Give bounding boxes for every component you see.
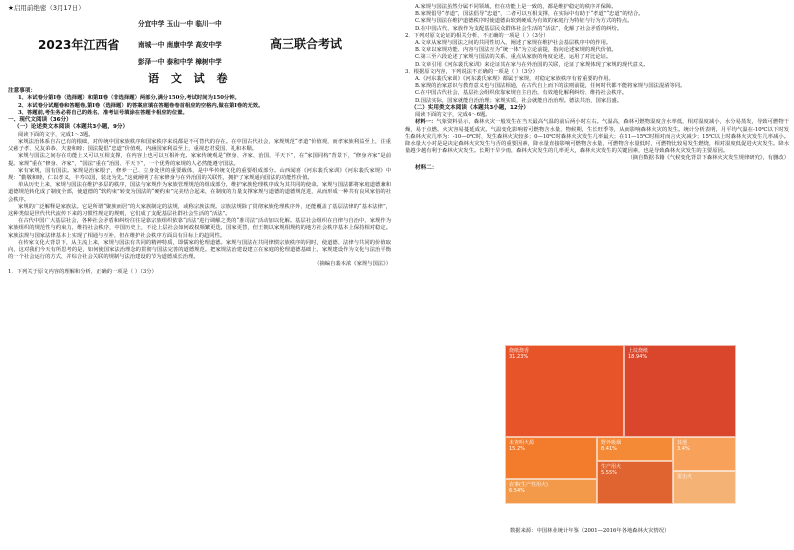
- treemap-cell-5: [673, 437, 736, 471]
- treemap-cell-8-label: 雷击火: [677, 474, 693, 480]
- material-1-label: 材料一：: [415, 119, 437, 126]
- subsection-1-intro: 阅读下面的文字，完成1～3题。: [18, 131, 94, 138]
- material-2-label: 材料二：: [415, 164, 438, 171]
- question-2: 2．下列对原文论证的相关分析，不正确的一项是（ ）（3分）: [405, 32, 549, 39]
- question-1: 1．下列关于原文内容的理解和分析，正确的一项是（ ）（3分）: [8, 268, 157, 275]
- passage-paragraph-7: 在传家文化大背景下，从主流上来，家规与国法有共同的精神特质，即儒家的伦理道德。家规与国法在共同律惯宗族秩序的同时，使道德、法律与共同的价值取向，这对我们今天有所思考的是，如何使国家法治理念的贯彻与国法完善的道德规范。把家规法治建设建立在家庭的伦理道德基础上，家规建设作为文化与法治平衡的一个社会运行的方式，并综合社会关联的规制与法治建设的节为道德成长治理。: [8, 239, 391, 261]
- passage-paragraph-4: 单从历史上来，家规与国法在维护多层的秩序，国法与家规作为家族管理规范的组成部分，维护家族伦理秩序成为其共同的使命。家规与国法都将家庭道德兼和道德规范转化成了制度全部，使道德的“软约束”转变为国法的“硬约束”完美结合起来，在制度的力量支撑家规与道德的道德规范进，从而形成一种共有良风家俗的社会秩序。: [8, 182, 391, 203]
- treemap-cell-8: [673, 471, 736, 504]
- fire-cause-treemap: [505, 345, 736, 504]
- subsection-2-title: （二）实用类文本阅读（本题共3小题，12分）: [411, 104, 529, 111]
- q2-option-d: D.文章引用《河东裴氏家训》来论证其在家与在外治国的关联，论证了家规体现了家规的现代意义。: [415, 61, 649, 68]
- treemap-cell-7-label: 农事(生产性用火): [509, 482, 548, 488]
- schools-row-2: 南城一中 南康中学 高安中学: [138, 41, 222, 49]
- q1-option-c: C.家规与国法在维护道德秩序时使道德由软到硬成为有效的家庭行为特征与行为方式的特点。: [415, 18, 633, 25]
- treemap-cell-1: [505, 345, 624, 437]
- note-item-2: 2、本试卷分试题卷和答题卷,第Ⅰ卷（选择题）的答案应填在答题卷卷首相应的空格内,做在第Ⅰ卷的无效。: [18, 102, 264, 109]
- section-1-title: 一、现代文阅读（36分）: [8, 117, 72, 124]
- passage-paragraph-2: 家规与国法之间存在功能上又可以互相支撑，在内容上也可以互相补充。家家传统观是“修身、齐家、治国、平天下”，在“家国同构”背景下，“修身齐家”是前提。家规“重在”修身、齐家”，“国法”重在“治国、平天下”，一个优秀的家规的人必然能遵守国法。: [8, 153, 391, 167]
- treemap-cell-2-value: 18.94%: [628, 354, 648, 360]
- treemap-cell-1-label: 烧纸烧香: [509, 348, 530, 354]
- q3-option-c: C.在中国古代社会，基层社会组织依靠家规自主自治，有效地化解利纠纷、维持社会秩序。: [415, 90, 628, 97]
- exam-header: [8, 18, 391, 88]
- q2-option-b: B.文章以家规功能、内容与国法互为“统一体”为立论前提，指向论述家规的现代价值。: [415, 47, 617, 54]
- treemap-cell-7: [505, 479, 597, 504]
- schools-row-1: 分宜中学 玉山一中 临川一中: [138, 20, 222, 28]
- passage-source: （摘编自裴本浓《家规与国法》）: [314, 261, 391, 268]
- chart-source: 数据来源：中国林业统计年鉴（2001—2016年各地森林火灾情况）: [510, 528, 670, 534]
- material-1-body: 气象资料显示，森林火灾一般发生在当天最高气温的前后两小时左右。气温高，森林可燃物湿度含水率低，相对湿度减小，水分易蒸发，导致可燃物干燥，易于点燃。火灾容易蔓延成灾。气温变化影响着可燃物含水量，物候期，生长旺季等，从而影响森林火灾的发生。统计分析表明，月平均气温在-10℃以下时发生森林火灾几率为：-10—0℃时，发生森林火灾较多；0—10℃时森林火灾发生几率最大；在11—15℃时相对而言火灾减少；15℃以上时森林火灾发生几率减小。降水量大小对是是决定森林火灾发生与否的重要因素，降水量直接影响可燃物含水量，可燃物含水量低时，可燃物比较易发生燃烧，相对湿度低促进火灾发生。降水量越少越有利于森林火灾发生。长期干旱少雨，森林火灾发生的几率更大，森林火灾发生的关键因素，也是导致森林火灾发生的主要原因。: [405, 119, 789, 155]
- treemap-cell-5-value: 3.4%: [677, 446, 690, 452]
- exam-name: 高三联合考试: [270, 37, 343, 51]
- q2-option-c: C.第三至六段论述了家规与国法的关系，重点从家族的角度论述，运用了对比论证。: [415, 54, 612, 61]
- left-column: [8, 4, 391, 276]
- treemap-cell-4-label: 野外吸烟: [601, 440, 622, 446]
- q3-option-d: D.国法实际，国家就能自治治理；家规实质，社会就能自治治理。德法共治，国家昌盛。: [415, 97, 623, 104]
- treemap-cell-6-value: 5.55%: [601, 470, 617, 476]
- treemap-cell-7-value: 6.54%: [509, 488, 525, 494]
- treemap-cell-6: [597, 461, 673, 504]
- note-item-3: 3、答题前,考生务必将自己的姓名、准考证号填涂在答题卡相应的位置。: [18, 109, 188, 116]
- confidential-stamp: ★启用前绝密（3月17日）: [8, 4, 85, 12]
- treemap-cell-5-label: 其他: [677, 440, 688, 446]
- passage-paragraph-6: 在古代中国广大基层社会，各种社会矛盾和纠纷往往是靠宗族组织依靠“活法”进行调解之类的“准司法”活动加以化解。基层社会组织在自律与自治中，家规作为家族组织的规范性与约束力，维持社会秩序，中国历史上，不论上层社会如何政权频繁更迭，国家更替，但王朝以家规相规约的地方社会秩序基本上保持相对稳定。家族法规与国家法律基本上实现了相通与互补，但在维护社会秩序方面具有目标上的趋同性。: [8, 218, 391, 239]
- question-3: 3．根据原文内容，下列说法不正确的一项是（ ）（3分）: [405, 68, 538, 75]
- note-item-1: 1、本试卷分第Ⅰ卷（选择题）和第Ⅱ卷（非选择题）两部分,满分150分,考试时间为150分钟。: [18, 95, 240, 102]
- q1-option-b: B.家规倡导“孝道”，国法倡导“忠道”，二者可以互相支撑，在实际中有助于“孝道”“忠道”的结合。: [415, 11, 644, 18]
- q3-option-b: B.家规的治家意识与教育意义也与国法相通，在古代自上而下的法则前提，任何时代都不能将家规与国法混淆等同。: [415, 83, 686, 90]
- passage-paragraph-5: 家规的广泛解释是家族法。它是所谓“聚族而居”的大家族制定的法规，或称宗族法规。宗族法规除了贯彻家族伦理秩序外，还能覆盖了基层法律的“基本法律”，这种类似是世代代代流传下来的习惯性规定的规则，它们成了支配基层社群社会生活的“活法”。: [8, 203, 391, 218]
- treemap-cell-2-label: 上坟烧纸: [628, 348, 649, 354]
- q2-option-a: A.文章从家规与国法之间的共同性切入，阐述了家规在维护社会基层秩序中的作用。: [415, 40, 612, 47]
- subsection-2-intro: 阅读下面的文字，完成4～6题。: [415, 112, 491, 119]
- treemap-cell-2: [624, 345, 736, 437]
- subsection-1-title: （一）论述类文本阅读（本题共3小题，9分）: [14, 124, 129, 131]
- treemap-cell-3: [505, 437, 597, 479]
- q3-option-a: A.《河东裴氏家训》《河东裴氏家规》都属于家规，对稳定家族秩序有着重要的作用。: [415, 76, 614, 83]
- right-column: [405, 4, 789, 534]
- treemap-cell-4-value: 8.41%: [601, 446, 617, 452]
- subject-title: 语 文 试 卷: [148, 72, 232, 85]
- passage-paragraph-1: 家规法治体系自古已有的根础，对传统中国家族秩序和国家秩序来说都是不可替代的存在。在中国古代社会，家规规范“孝道”价值观，而孝家族利益至上，注重父慈子孝、兄友弟恭、夫妻和睦；国法提倡“忠道”价值观，内涵国家利益至上，重视忠君爱国、礼和本顺。: [8, 139, 391, 153]
- notes-title: 注意事项：: [8, 88, 36, 94]
- treemap-cell-6-label: 生产用火: [601, 464, 622, 470]
- exam-year: 2023年江西省: [38, 38, 120, 52]
- material-1-text: [405, 119, 789, 155]
- treemap-cell-3-label: 未查明火源: [509, 440, 535, 446]
- material-1-source: （摘自数据书籍《气候变化背景下森林火灾发生规律研究》，有删改）: [627, 155, 789, 162]
- treemap-cell-3-value: 15.2%: [509, 446, 525, 452]
- schools-row-3: 彭泽一中 泰和中学 樟树中学: [138, 58, 222, 66]
- q1-option-d: D.在中国古代，家族作为支配基层民众群体社会生活的“活法”，化解了社会矛盾的纠纷。: [415, 25, 623, 32]
- passage-paragraph-3: 家有家规，国有国法。家规是治家根子，修养一己、立身处世的重要载体，是中华传统文化的重要组成部分。山西闻喜《河东裴氏家训》《河东裴氏家规》中规：“勤敬和睦，仁以孝义，丰寿以国，装北为先。”这就阐明了在家修身与在外治国的关联性，拥护了家规通向国法的功能性价值。: [8, 167, 391, 182]
- treemap-cell-1-value: 31.23%: [509, 354, 529, 360]
- treemap-cell-4: [597, 437, 673, 461]
- q1-option-a: A.家规与国法虽然分属不同领域，但在功能上是一致的，都是维护稳定的秩序并保障。: [415, 4, 617, 10]
